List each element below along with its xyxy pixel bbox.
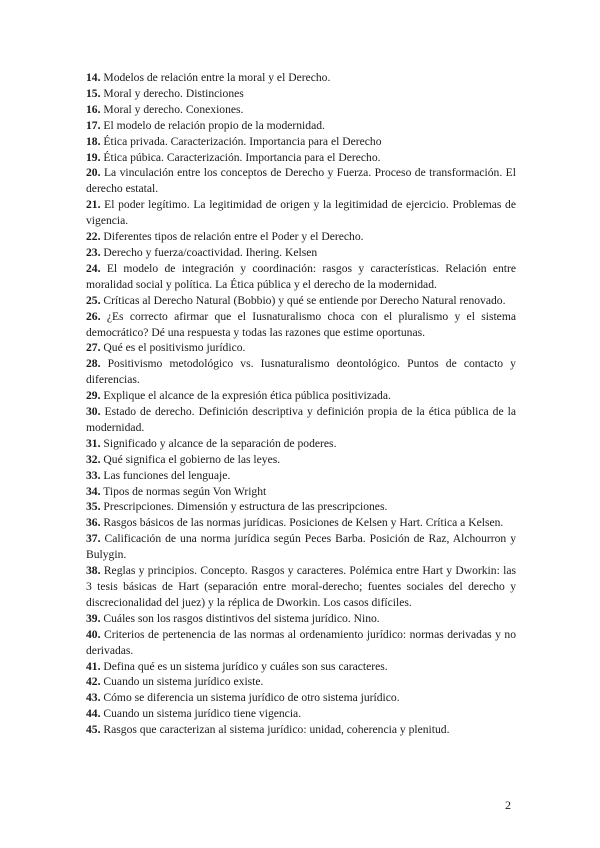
item-text: La vinculación entre los conceptos de Derecho y Fuerza. Proceso de transformación. El derecho estatal. [86, 166, 516, 196]
item-text: Cómo se diferencia un sistema jurídico de otro sistema jurídico. [103, 691, 400, 705]
item-number: 33. [86, 468, 101, 482]
item-number: 19. [86, 150, 101, 164]
item-number: 41. [86, 659, 101, 673]
list-item [86, 531, 516, 563]
list-item [86, 102, 516, 118]
item-number: 34. [86, 484, 101, 498]
list-item [86, 293, 516, 309]
item-number: 22. [86, 230, 101, 244]
item-number: 43. [86, 691, 101, 705]
item-number: 21. [86, 198, 101, 212]
question-list [86, 70, 516, 738]
item-number: 15. [86, 86, 101, 100]
list-item [86, 452, 516, 468]
item-text: Diferentes tipos de relación entre el Poder y el Derecho. [103, 230, 364, 244]
item-number: 29. [86, 389, 101, 403]
item-text: Calificación de una norma jurídica según Peces Barba. Posición de Raz, Alchourron y Bulygin. [86, 532, 516, 562]
item-number: 24. [86, 261, 101, 275]
item-text: Ética púbica. Caracterización. Importancia para el Derecho. [103, 150, 381, 164]
list-item [86, 245, 516, 261]
list-item [86, 70, 516, 86]
item-number: 32. [86, 452, 101, 466]
item-text: Explique el alcance de la expresión ética pública positivizada. [103, 389, 391, 403]
item-text: Modelos de relación entre la moral y el Derecho. [103, 71, 331, 84]
item-text: Estado de derecho. Definición descriptiva y definición propia de la ética pública de la modernidad. [86, 405, 516, 434]
list-item [86, 309, 516, 341]
item-text: Cuando un sistema jurídico tiene vigencia. [103, 707, 302, 721]
item-number: 36. [86, 516, 101, 530]
item-text: El modelo de integración y coordinación: rasgos y características. Relación entre moralidad social y política. La Ética pública y el derecho de la modernidad. [86, 261, 516, 291]
item-number: 28. [86, 357, 101, 371]
list-item [86, 134, 516, 150]
item-text: Qué es el positivismo jurídico. [103, 341, 246, 355]
list-item [86, 340, 516, 356]
list-item [86, 515, 516, 531]
item-text: Prescripciones. Dimensión y estructura de las prescripciones. [103, 500, 388, 514]
item-text: Criterios de pertenencia de las normas al ordenamiento jurídico: normas derivadas y no derivadas. [86, 627, 516, 657]
item-text: Significado y alcance de la separación de poderes. [103, 436, 337, 450]
item-text: El poder legítimo. La legitimidad de origen y la legitimidad de ejercicio. Problemas de vigencia. [86, 198, 516, 228]
item-text: Cuando un sistema jurídico existe. [103, 675, 264, 689]
item-number: 31. [86, 436, 101, 450]
item-text: Tipos de normas según Von Wright [103, 484, 267, 498]
list-item [86, 150, 516, 166]
item-number: 40. [86, 627, 101, 641]
item-number: 25. [86, 293, 101, 307]
item-text: ¿Es correcto afirmar que el Iusnaturalismo choca con el pluralismo y el sistema democrático? Dé una respuesta y todas las razones que estime oportunas. [86, 309, 516, 339]
item-text: Defina qué es un sistema jurídico y cuáles son sus caracteres. [103, 659, 388, 673]
item-number: 20. [86, 166, 101, 180]
list-item [86, 86, 516, 102]
list-item [86, 436, 516, 452]
list-item [86, 197, 516, 229]
list-item [86, 388, 516, 404]
list-item [86, 261, 516, 293]
list-item [86, 674, 516, 690]
list-item [86, 706, 516, 722]
item-text: Derecho y fuerza/coactividad. Ihering. Kelsen [103, 245, 318, 259]
list-item [86, 356, 516, 388]
page-number: 2 [505, 798, 511, 812]
list-item [86, 118, 516, 134]
item-number: 37. [86, 532, 101, 546]
list-item [86, 722, 516, 738]
item-number: 44. [86, 707, 101, 721]
item-number: 14. [86, 71, 101, 84]
item-number: 30. [86, 405, 101, 419]
item-text: Ética privada. Caracterización. Importancia para el Derecho [103, 134, 382, 148]
item-text: Las funciones del lenguaje. [103, 468, 231, 482]
list-item [86, 229, 516, 245]
item-number: 45. [86, 723, 101, 737]
item-text: Rasgos que caracterizan al sistema jurídico: unidad, coherencia y plenitud. [103, 723, 450, 737]
item-number: 26. [86, 309, 101, 323]
list-item [86, 563, 516, 611]
list-item [86, 484, 516, 500]
item-text: Cuáles son los rasgos distintivos del sistema jurídico. Nino. [103, 611, 380, 625]
item-text: El modelo de relación propio de la modernidad. [103, 118, 325, 132]
list-item [86, 627, 516, 659]
item-number: 39. [86, 611, 101, 625]
list-item [86, 404, 516, 436]
list-item [86, 165, 516, 197]
item-number: 18. [86, 134, 101, 148]
item-text: Positivismo metodológico vs. Iusnaturalismo deontológico. Puntos de contacto y diferencias. [86, 357, 516, 387]
item-number: 27. [86, 341, 101, 355]
list-item [86, 659, 516, 675]
item-number: 16. [86, 102, 101, 116]
item-number: 23. [86, 245, 101, 259]
item-text: Reglas y principios. Concepto. Rasgos y caracteres. Polémica entre Hart y Dworkin: las 3 tesis básicas de Hart (separación entre moral-derecho; fuentes sociales del derecho y discrecionalidad del juez) y la réplica de Dworkin. Los casos difíciles. [86, 564, 516, 609]
item-text: Rasgos básicos de las normas jurídicas. Posiciones de Kelsen y Hart. Crítica a Kelsen. [103, 516, 504, 530]
item-text: Críticas al Derecho Natural (Bobbio) y qué se entiende por Derecho Natural renovado. [103, 293, 506, 307]
item-number: 35. [86, 500, 101, 514]
item-text: Qué significa el gobierno de las leyes. [103, 452, 281, 466]
item-number: 42. [86, 675, 101, 689]
list-item [86, 468, 516, 484]
list-item [86, 611, 516, 627]
item-number: 38. [86, 564, 101, 578]
item-number: 17. [86, 118, 101, 132]
item-text: Moral y derecho. Conexiones. [103, 102, 244, 116]
list-item [86, 690, 516, 706]
item-text: Moral y derecho. Distinciones [103, 86, 244, 100]
list-item [86, 499, 516, 515]
